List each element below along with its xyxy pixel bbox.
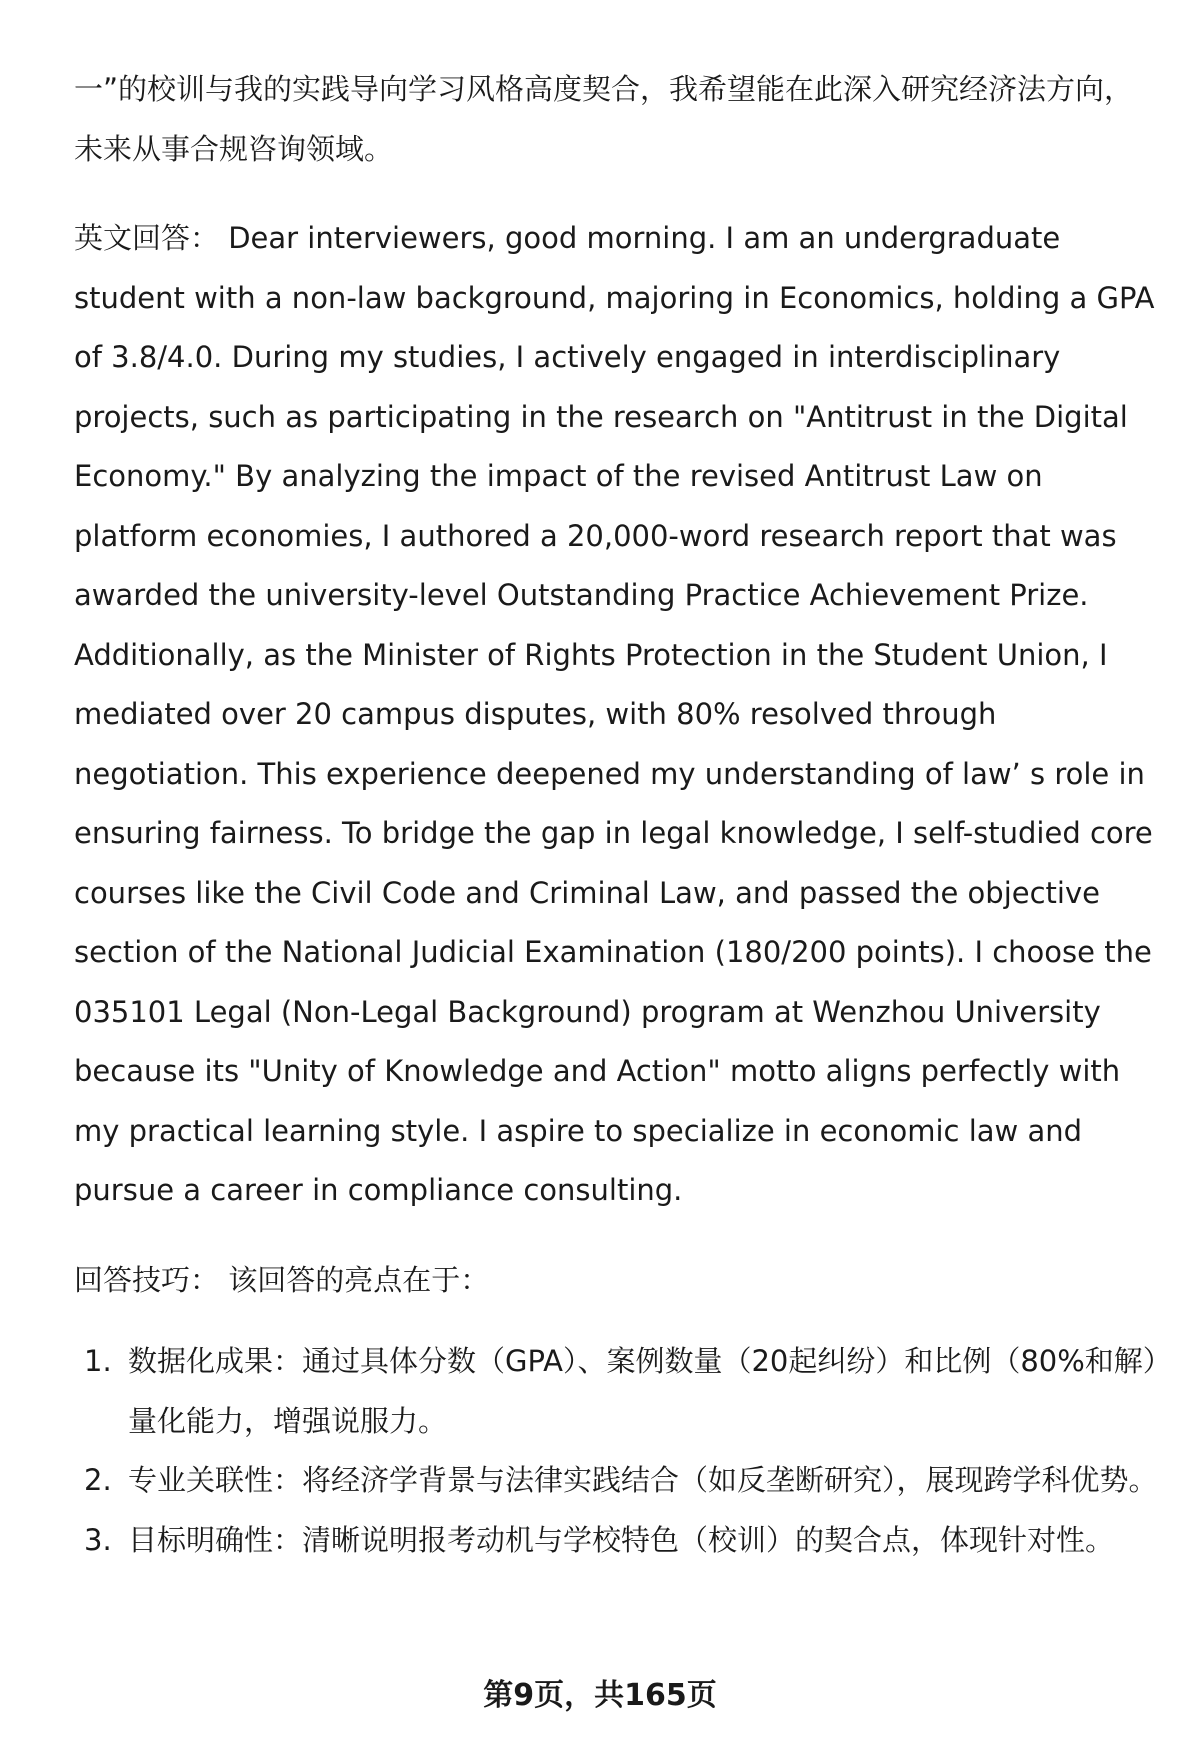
list-item-text: 专业关联性：将经济学背景与法律实践结合（如反垄断研究），展现跨学科优势。	[128, 1463, 1158, 1497]
document-body	[74, 60, 1158, 1570]
list-item-number: 3.	[84, 1522, 112, 1557]
page-number-footer: 第9页，共165页	[483, 1678, 717, 1713]
list-item	[74, 1511, 1158, 1571]
list-item	[74, 1451, 1158, 1511]
answer-tips-heading: 回答技巧： 该回答的亮点在于：	[74, 1262, 490, 1297]
tips-list	[74, 1332, 1158, 1570]
chinese-answer-continuation: 一”的校训与我的实践导向学习风格高度契合，我希望能在此深入研究经济法方向，未来从事合规咨询领域。	[74, 72, 1134, 166]
list-item-number: 1.	[84, 1344, 112, 1378]
list-item-text: 目标明确性：清晰说明报考动机与学校特色（校训）的契合点，体现针对性。	[128, 1522, 1115, 1557]
english-answer-paragraph: 英文回答： Dear interviewers, good morning. I am an undergraduate student with a non-law background, majoring in Economics, holding a GPA of 3.8/4.0. During my studies, I actively engaged in interdisciplinary projects, such as participating in the research on "Antitrust in the Digital Economy." By analyzing the impact of the revised Antitrust Law on platform economies, I authored a 20,000-word research report that was awarded the university-level Outstanding Practice Achievement Prize. Additionally, as the Minister of Rights Protection in the Student Union, I mediated over 20 campus disputes, with 80% resolved through negotiation. This experience deepened my understanding of law’ s role in ensuring fairness. To bridge the gap in legal knowledge, I self-studied core courses like the Civil Code and Criminal Law, and passed the objective section of the National Judicial Examination (180/200 points). I choose the 035101 Legal (Non-Legal Background) program at Wenzhou University because its "Unity of Knowledge and Action" motto aligns perfectly with my practical learning style. I aspire to specialize in economic law and pursue a career in compliance consulting.	[74, 221, 1155, 1207]
list-item-number: 2.	[84, 1463, 112, 1497]
list-item-text: 数据化成果：通过具体分数（GPA）、案例数量（20起纠纷）和比例（80%和解）量化能力，增强说服力。	[128, 1344, 1158, 1438]
list-item	[74, 1332, 1158, 1451]
